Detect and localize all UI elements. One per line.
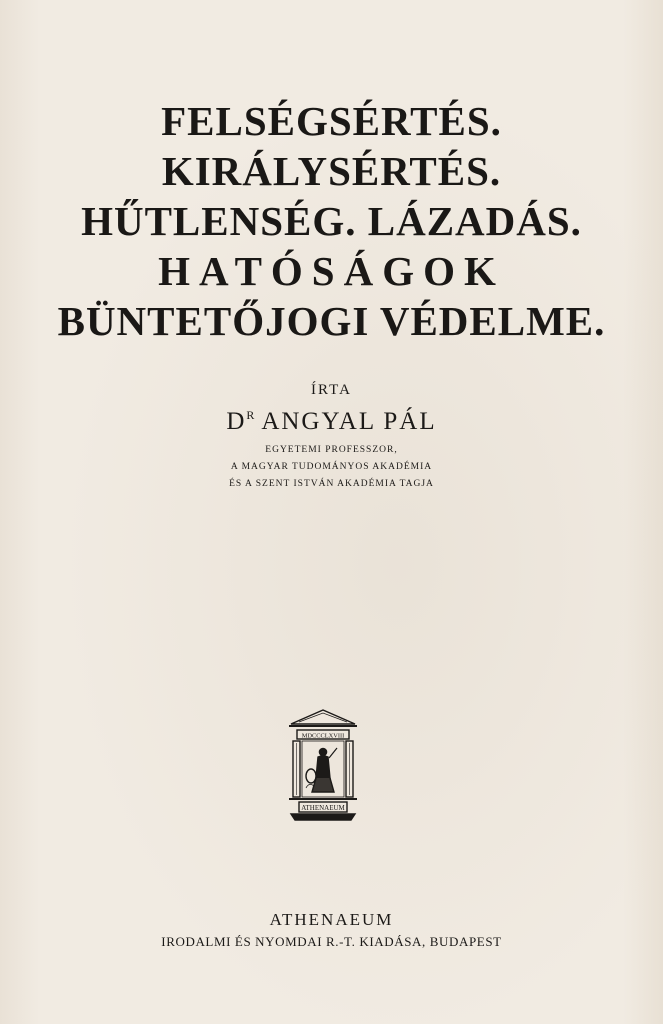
book-title — [0, 96, 663, 346]
author-credentials — [0, 442, 663, 493]
emblem-base-text: ATHENAEUM — [301, 803, 345, 812]
title-line-4: HATÓSÁGOK — [158, 248, 505, 294]
publisher-imprint: IRODALMI ÉS NYOMDAI R.-T. KIADÁSA, BUDAPEST — [161, 934, 502, 949]
credential-line-1: EGYETEMI PROFESSZOR, — [265, 445, 398, 455]
author-name-text: ANGYAL PÁL — [261, 408, 437, 435]
credential-line-2: A MAGYAR TUDOMÁNYOS AKADÉMIA — [230, 462, 433, 472]
credential-line-3: ÉS A SZENT ISTVÁN AKADÉMIA TAGJA — [229, 479, 434, 489]
title-line-5: BÜNTETŐJOGI VÉDELME. — [57, 298, 606, 344]
publisher-name: ATHENAEUM — [269, 910, 394, 929]
athenaeum-emblem-icon — [285, 708, 361, 826]
byline-label: ÍRTA — [311, 382, 352, 398]
author-title — [226, 408, 254, 435]
title-line-1: FELSÉGSÉRTÉS. — [161, 98, 502, 144]
author-name — [0, 408, 663, 436]
author-title-r: R — [246, 408, 255, 422]
title-line-2: KIRÁLYSÉRTÉS. — [161, 148, 502, 194]
emblem-banner-text: MDCCCLXVIII — [301, 732, 345, 740]
title-line-3: HŰTLENSÉG. LÁZADÁS. — [81, 198, 582, 244]
author-title-d: D — [226, 408, 247, 435]
